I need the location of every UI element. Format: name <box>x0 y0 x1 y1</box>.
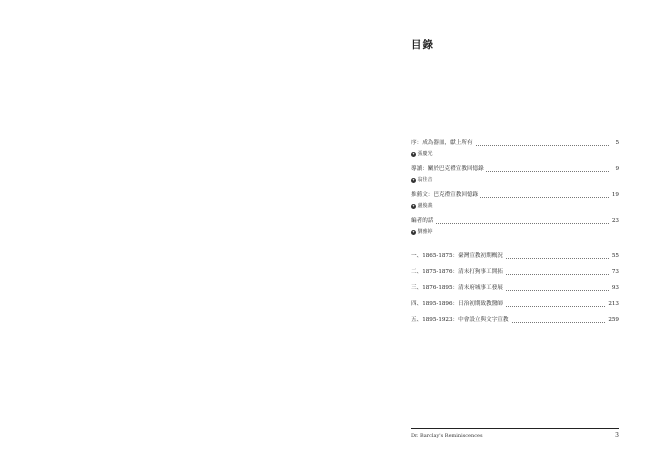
toc-author-name: 劉雅婷 <box>417 229 433 235</box>
toc-entry[interactable] <box>411 164 619 175</box>
toc-entry-label: 編者的話 <box>411 216 435 227</box>
toc-chapter-label: 一、1865-1875：臺灣宣教初期概況 <box>411 251 505 262</box>
toc-title: 目錄 <box>411 39 434 51</box>
author-marker-icon: ✦ <box>412 203 415 208</box>
toc-chapter-label: 五、1895-1923：中會設立與文字宣教 <box>411 315 511 326</box>
toc-entry[interactable] <box>411 216 619 227</box>
toc-chapter-page: 259 <box>606 315 619 326</box>
toc-entry-page: 5 <box>613 138 619 149</box>
footer-rule <box>411 428 619 429</box>
toc-author <box>411 149 619 159</box>
toc-author-name: 張慶光 <box>417 151 433 157</box>
toc-author <box>411 201 619 211</box>
toc-front-entry <box>411 138 619 159</box>
toc-author <box>411 227 619 237</box>
toc-front-entry <box>411 164 619 185</box>
toc-chapter-page: 73 <box>610 267 619 278</box>
toc-author <box>411 175 619 185</box>
footer-page-number: 3 <box>615 432 619 439</box>
toc-chapter-page: 55 <box>610 251 619 262</box>
toc-chapter-label: 二、1875-1876：清末打狗事工開拓 <box>411 267 505 278</box>
toc-chapter-page: 213 <box>606 299 619 310</box>
toc-chapter-entry[interactable] <box>411 251 619 262</box>
table-of-contents <box>411 138 619 331</box>
toc-entry[interactable] <box>411 138 619 149</box>
toc-entry-page: 19 <box>610 190 619 201</box>
toc-entry-page: 23 <box>610 216 619 227</box>
toc-entry-page: 9 <box>613 164 619 175</box>
author-marker-icon: ✦ <box>412 229 415 234</box>
toc-author-name: 盧俊義 <box>417 203 433 209</box>
footer-book-title: Dr. Barclay's Reminiscences <box>411 433 483 439</box>
author-marker-icon: ✦ <box>412 177 415 182</box>
toc-entry-label: 推薦文：巴克禮宣教回憶錄 <box>411 190 480 201</box>
toc-front-entry <box>411 216 619 237</box>
toc-chapter-page: 93 <box>610 283 619 294</box>
toc-author-name: 翁佳音 <box>417 177 433 183</box>
toc-chapter-entry[interactable] <box>411 283 619 294</box>
toc-chapter-entry[interactable] <box>411 299 619 310</box>
toc-entry-label: 導讀：關於巴克禮宣教回憶錄 <box>411 164 486 175</box>
toc-entry-label: 序：成為器皿，獻上所有 <box>411 138 475 149</box>
author-marker-icon: ✦ <box>412 151 415 156</box>
toc-chapter-entry[interactable] <box>411 315 619 326</box>
toc-front-entry <box>411 190 619 211</box>
dot-leader <box>411 223 609 224</box>
toc-chapter-label: 三、1876-1895：清末府城事工發展 <box>411 283 505 294</box>
toc-chapter-label: 四、1895-1896：日治初期致教醫師 <box>411 299 505 310</box>
toc-entry[interactable] <box>411 190 619 201</box>
toc-chapter-entry[interactable] <box>411 267 619 278</box>
section-gap <box>411 242 619 251</box>
